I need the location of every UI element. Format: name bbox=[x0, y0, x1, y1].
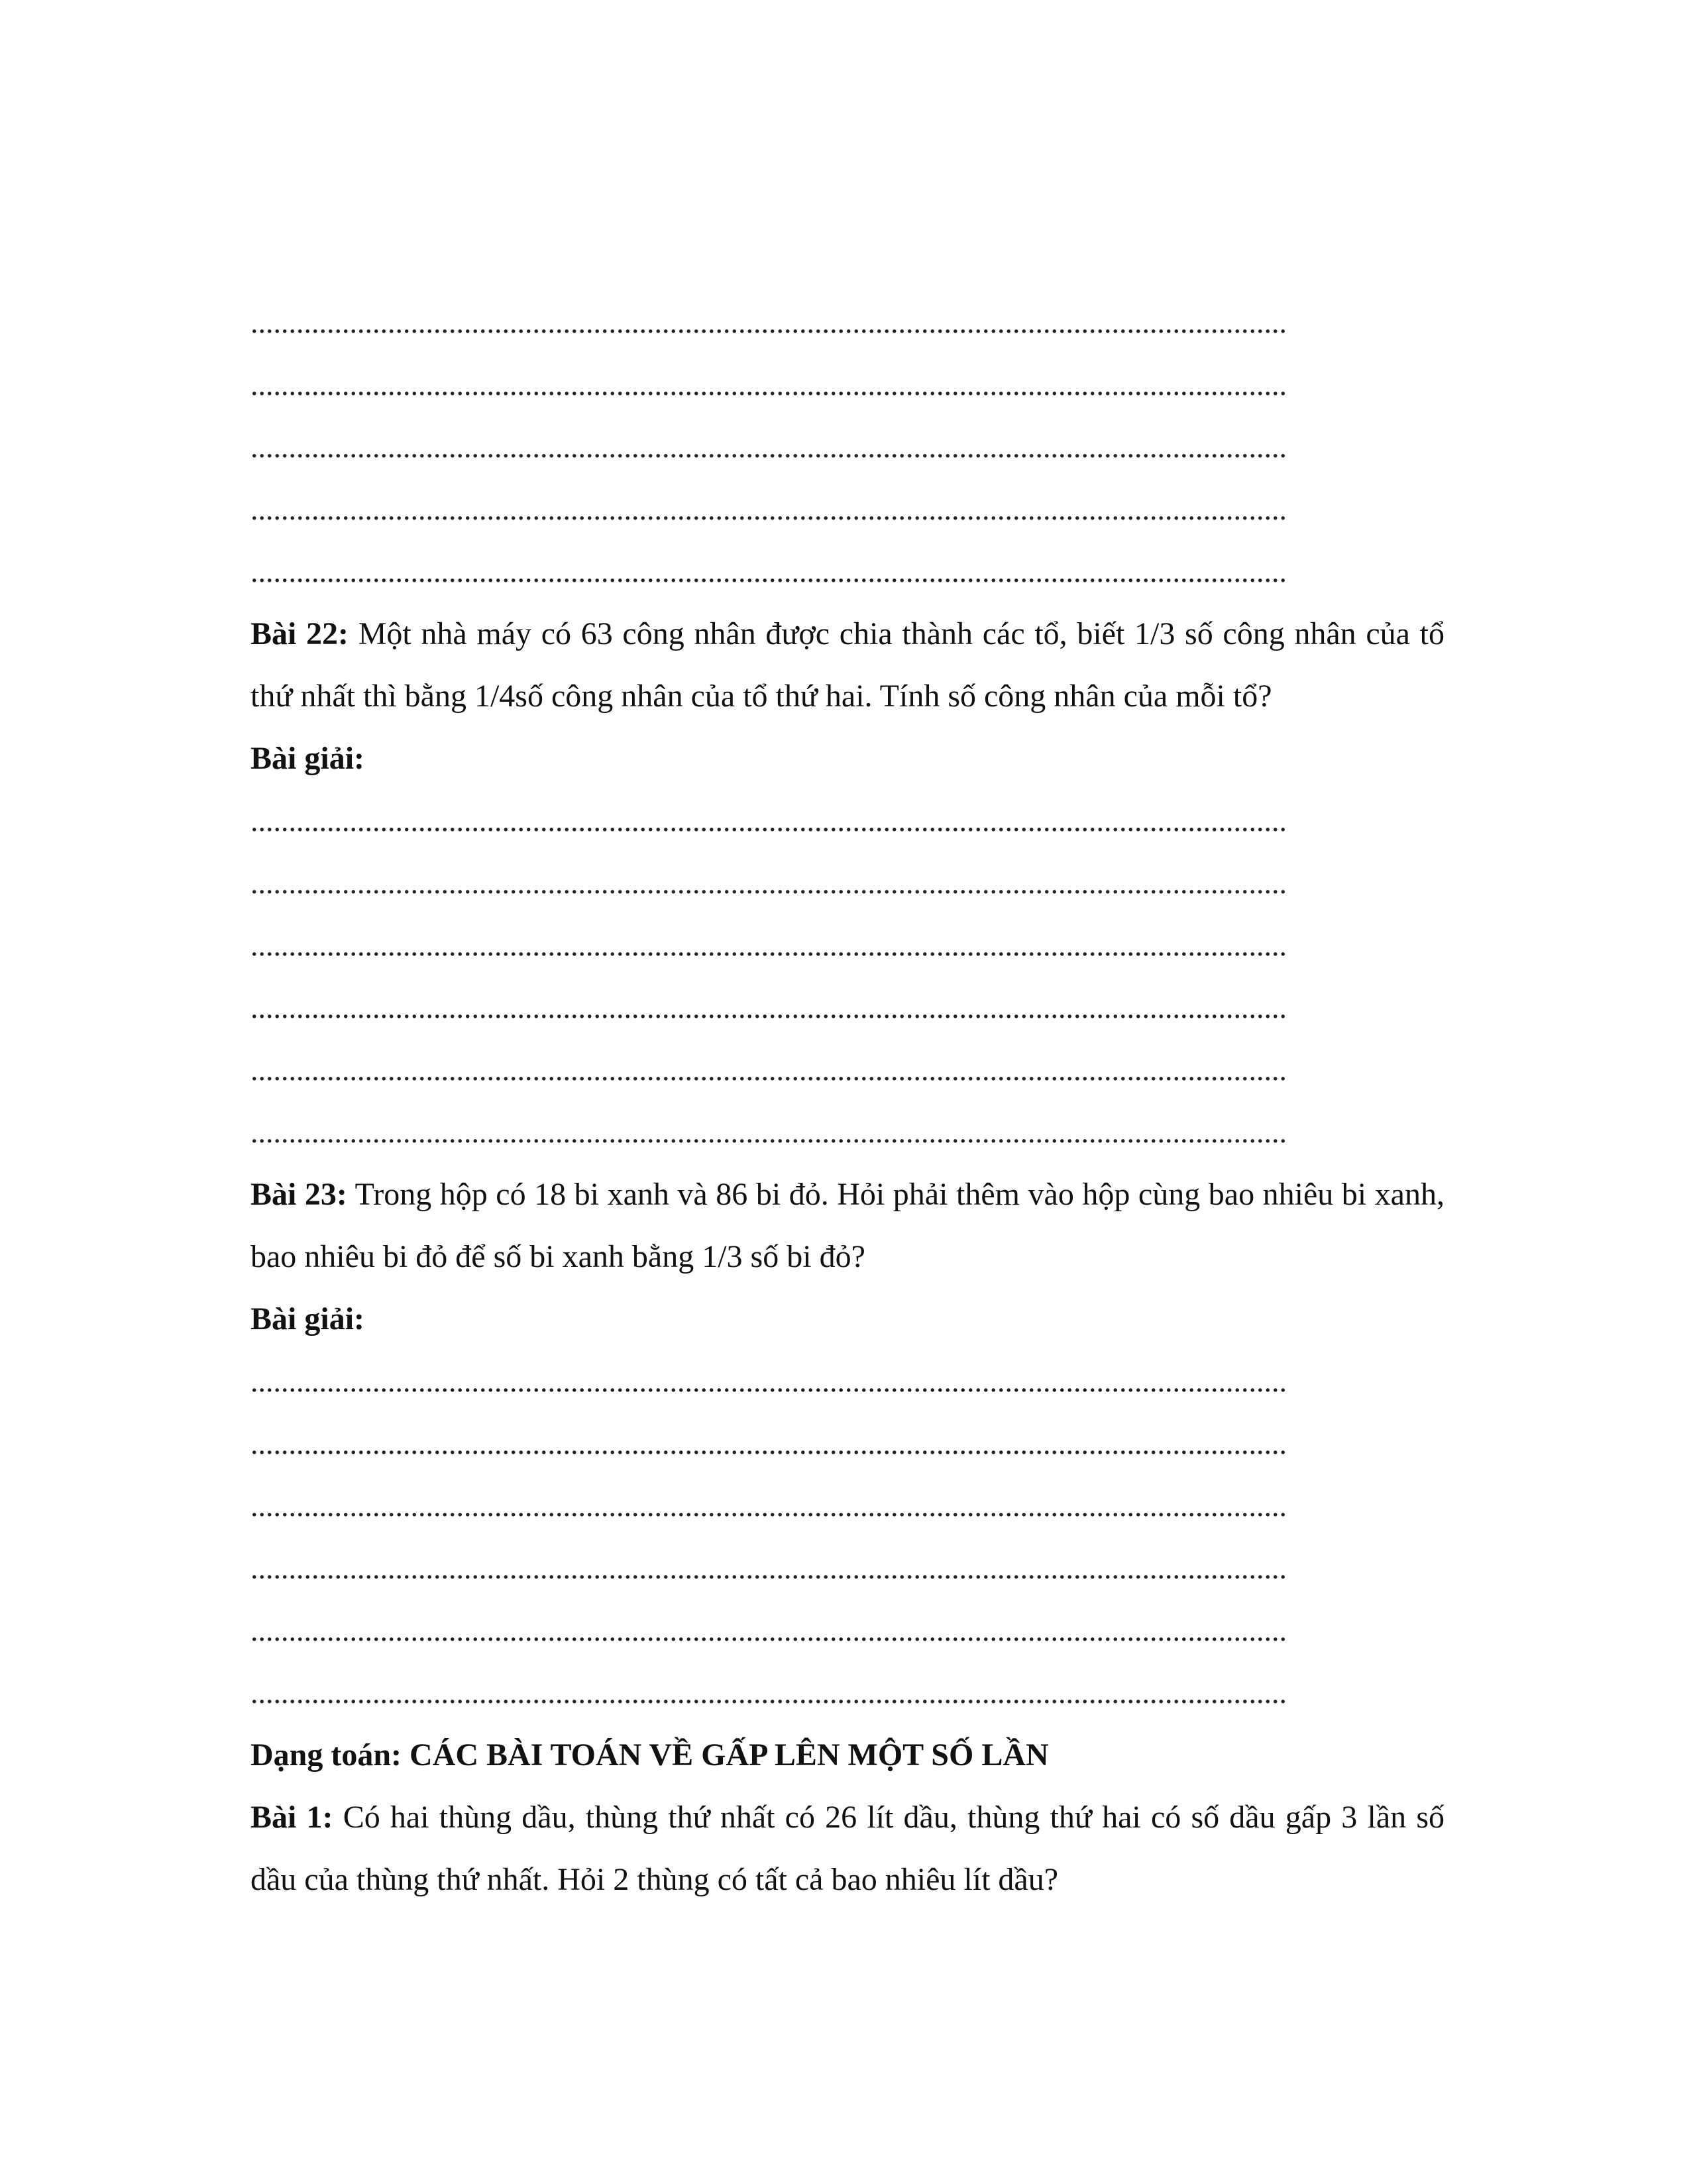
problem-1 bbox=[250, 1786, 1445, 1911]
worksheet-content bbox=[250, 292, 1445, 1911]
answer-lines-22 bbox=[250, 790, 1445, 1164]
problem-22-text: Một nhà máy có 63 công nhân được chia thành các tổ, biết 1/3 số công nhân của tổ thứ nhất thì bằng 1/4số công nhân của tổ thứ hai. Tính số công nhân của mỗi tổ? bbox=[250, 616, 1445, 714]
answer-line: ........................................................................................................................................ bbox=[250, 1676, 1287, 1710]
answer-line: ........................................................................................................................................ bbox=[250, 991, 1287, 1024]
answer-line: ........................................................................................................................................ bbox=[250, 1427, 1287, 1460]
answer-line: ........................................................................................................................................ bbox=[250, 305, 1287, 339]
problem-1-label: Bài 1: bbox=[250, 1800, 333, 1835]
problem-23 bbox=[250, 1164, 1445, 1288]
problem-23-solution-label: Bài giải: bbox=[250, 1301, 365, 1337]
problem-23-text: Trong hộp có 18 bi xanh và 86 bi đỏ. Hỏi phải thêm vào hộp cùng bao nhiêu bi xanh, bao nhiêu bi đỏ để số bi xanh bằng 1/3 số bi đỏ? bbox=[250, 1177, 1445, 1274]
answer-line: ........................................................................................................................................ bbox=[250, 1053, 1287, 1087]
answer-line: ........................................................................................................................................ bbox=[250, 555, 1287, 588]
problem-1-text: Có hai thùng dầu, thùng thứ nhất có 26 lít dầu, thùng thứ hai có số dầu gấp 3 lần số dầu của thùng thứ nhất. Hỏi 2 thùng có tất cả bao nhiêu lít dầu? bbox=[250, 1800, 1445, 1897]
answer-line: ........................................................................................................................................ bbox=[250, 928, 1287, 962]
answer-line: ........................................................................................................................................ bbox=[250, 1364, 1287, 1398]
problem-22-label: Bài 22: bbox=[250, 616, 349, 651]
answer-line: ........................................................................................................................................ bbox=[250, 368, 1287, 402]
answer-lines-23 bbox=[250, 1350, 1445, 1724]
answer-line: ........................................................................................................................................ bbox=[250, 1489, 1287, 1523]
answer-line: ........................................................................................................................................ bbox=[250, 1115, 1287, 1149]
answer-line: ........................................................................................................................................ bbox=[250, 1613, 1287, 1647]
problem-23-label: Bài 23: bbox=[250, 1177, 347, 1212]
section-heading bbox=[250, 1724, 1445, 1786]
answer-lines-top bbox=[250, 292, 1445, 603]
section-label: Dạng toán: bbox=[250, 1737, 402, 1773]
answer-line: ........................................................................................................................................ bbox=[250, 1551, 1287, 1585]
problem-22-solution-label: Bài giải: bbox=[250, 741, 365, 776]
section-title: CÁC BÀI TOÁN VỀ GẤP LÊN MỘT SỐ LẦN bbox=[402, 1737, 1049, 1773]
answer-line: ........................................................................................................................................ bbox=[250, 866, 1287, 900]
answer-line: ........................................................................................................................................ bbox=[250, 804, 1287, 838]
problem-22 bbox=[250, 603, 1445, 728]
answer-line: ........................................................................................................................................ bbox=[250, 492, 1287, 526]
answer-line: ........................................................................................................................................ bbox=[250, 430, 1287, 464]
